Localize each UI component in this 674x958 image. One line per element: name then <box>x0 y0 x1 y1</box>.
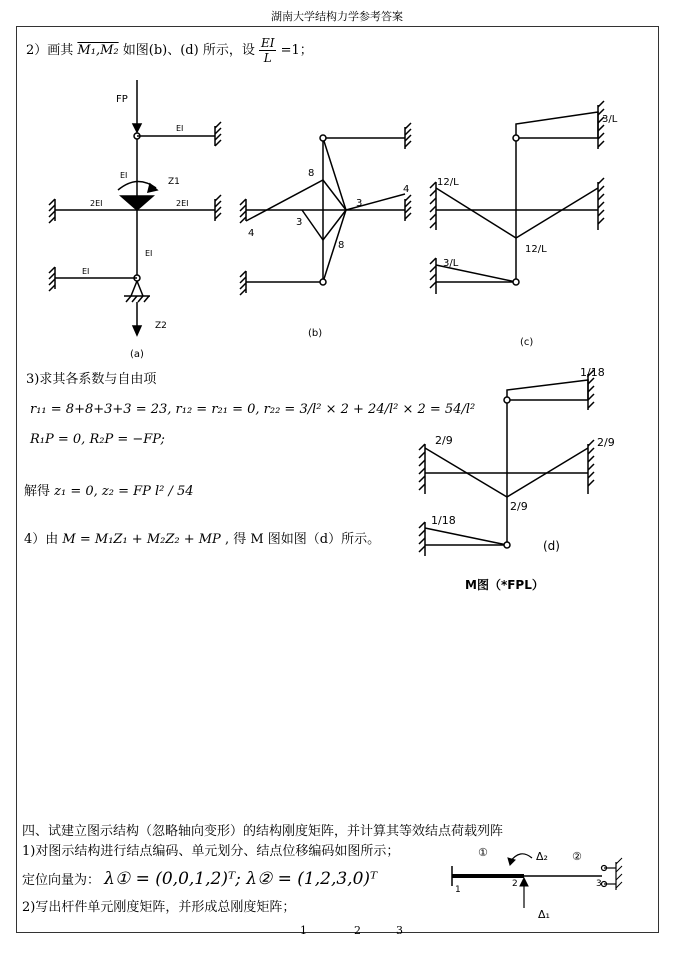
footer-num-3: 3 <box>396 924 403 937</box>
figure-e <box>440 838 650 928</box>
fig-b-value-6: 8 <box>338 240 345 251</box>
section4-item2: 2)写出杆件单元刚度矩阵，并形成总刚度矩阵； <box>22 900 296 915</box>
fig-e-label-4: 1 <box>455 885 461 895</box>
figure-d <box>400 360 650 600</box>
fig-a-label-2ei-right: 2EI <box>176 199 189 208</box>
fig-b-caption: (b) <box>308 328 323 339</box>
fig-a-label-2ei-left: 2EI <box>90 199 103 208</box>
fig-a-caption: (a) <box>130 349 144 360</box>
step2-prefix: 2）画其 <box>26 43 74 58</box>
step4-eq: M = M₁Z₁ + M₂Z₂ + MP <box>62 532 221 547</box>
step3-solve <box>24 480 194 499</box>
fig-d-value-5: 1/18 <box>431 514 456 527</box>
fig-e-label-5: 2 <box>512 879 518 889</box>
fig-c-value-4: 3/L <box>443 258 459 269</box>
fig-b-value-1: 8 <box>308 168 315 179</box>
fig-a-label-ei-1: EI <box>176 124 184 133</box>
fig-a-label-fp: FP <box>116 94 128 105</box>
fig-d-value-2: 2/9 <box>435 434 453 447</box>
fig-e-label-2: Δ₂ <box>536 850 548 863</box>
fig-a-label-z1: Z1 <box>168 177 180 187</box>
fig-b-value-5: 4 <box>403 184 410 195</box>
fig-a-label-ei-2: EI <box>120 171 128 180</box>
step4-suffix: , 得 M 图如图（d）所示。 <box>224 532 381 547</box>
step3-eq1: r₁₁ = 8+8+3+3 = 23, r₁₂ = r₂₁ = 0, r₂₂ = 3/l² × 2 + 24/l² × 2 = 54/l² <box>30 402 476 417</box>
section4-footer-nums <box>300 924 403 937</box>
fig-a-label-ei-3: EI <box>145 249 153 258</box>
figures-abc <box>0 60 674 360</box>
footer-num-1: 1 <box>300 924 307 937</box>
step4-prefix: 4）由 <box>24 532 59 547</box>
fig-c-caption: (c) <box>520 337 534 348</box>
step3-title: 3)求其各系数与自由项 <box>26 372 157 387</box>
step2-middle: 如图(b)、(d) 所示，设 <box>122 43 255 58</box>
fig-e-label-7: Δ₁ <box>538 908 550 921</box>
fig-a-label-z2: Z2 <box>155 321 167 331</box>
section4-item1: 1)对图示结构进行结点编码、单元划分、结点位移编码如图所示； <box>22 844 400 859</box>
fig-c-value-2: 12/L <box>437 177 459 188</box>
step3-solve-label: 解得 <box>24 484 51 499</box>
fig-b-value-4: 3 <box>296 217 303 228</box>
step2-frac-den: L <box>263 51 272 65</box>
fig-a-label-ei-4: EI <box>82 267 90 276</box>
section4-title: 四、试建立图示结构（忽略轴向变形）的结构刚度矩阵，并计算其等效结点荷载列阵 <box>22 824 504 839</box>
step2-m-bars: M₁,M₂ <box>77 43 119 58</box>
fig-d-value-4: 2/9 <box>510 500 528 513</box>
fig-d-value-1: 1/18 <box>580 366 605 379</box>
fig-d-value-3: 2/9 <box>597 436 615 449</box>
fig-c-value-3: 12/L <box>525 244 547 255</box>
fig-b-value-2: 4 <box>248 228 255 239</box>
step3-eq2: R₁P = 0, R₂P = −FP; <box>30 432 165 447</box>
fig-e-label-3: ② <box>572 850 582 863</box>
step4-line <box>24 528 380 547</box>
section4-vector-label: 定位向量为： <box>22 873 101 888</box>
footer-num-2: 2 <box>354 924 361 937</box>
section4-vector <box>22 869 377 889</box>
fig-d-caption: (d) <box>543 539 560 553</box>
page-header: 湖南大学结构力学参考答案 <box>271 10 403 23</box>
fig-c-value-1: 3/L <box>602 114 618 125</box>
step2-frac-num: EI <box>260 36 275 50</box>
fig-d-title: M图（*FPL） <box>465 578 544 592</box>
fig-e-label-1: ① <box>478 846 488 859</box>
fig-e-label-6: 3 <box>596 879 602 889</box>
step3-solve-eq: z₁ = 0, z₂ = FP l² / 54 <box>54 484 194 499</box>
fig-b-value-3: 3 <box>356 198 363 209</box>
step2-suffix: =1； <box>280 43 313 58</box>
section4-vector-eq: λ① = (0,0,1,2)ᵀ; λ② = (1,2,3,0)ᵀ <box>104 869 378 889</box>
